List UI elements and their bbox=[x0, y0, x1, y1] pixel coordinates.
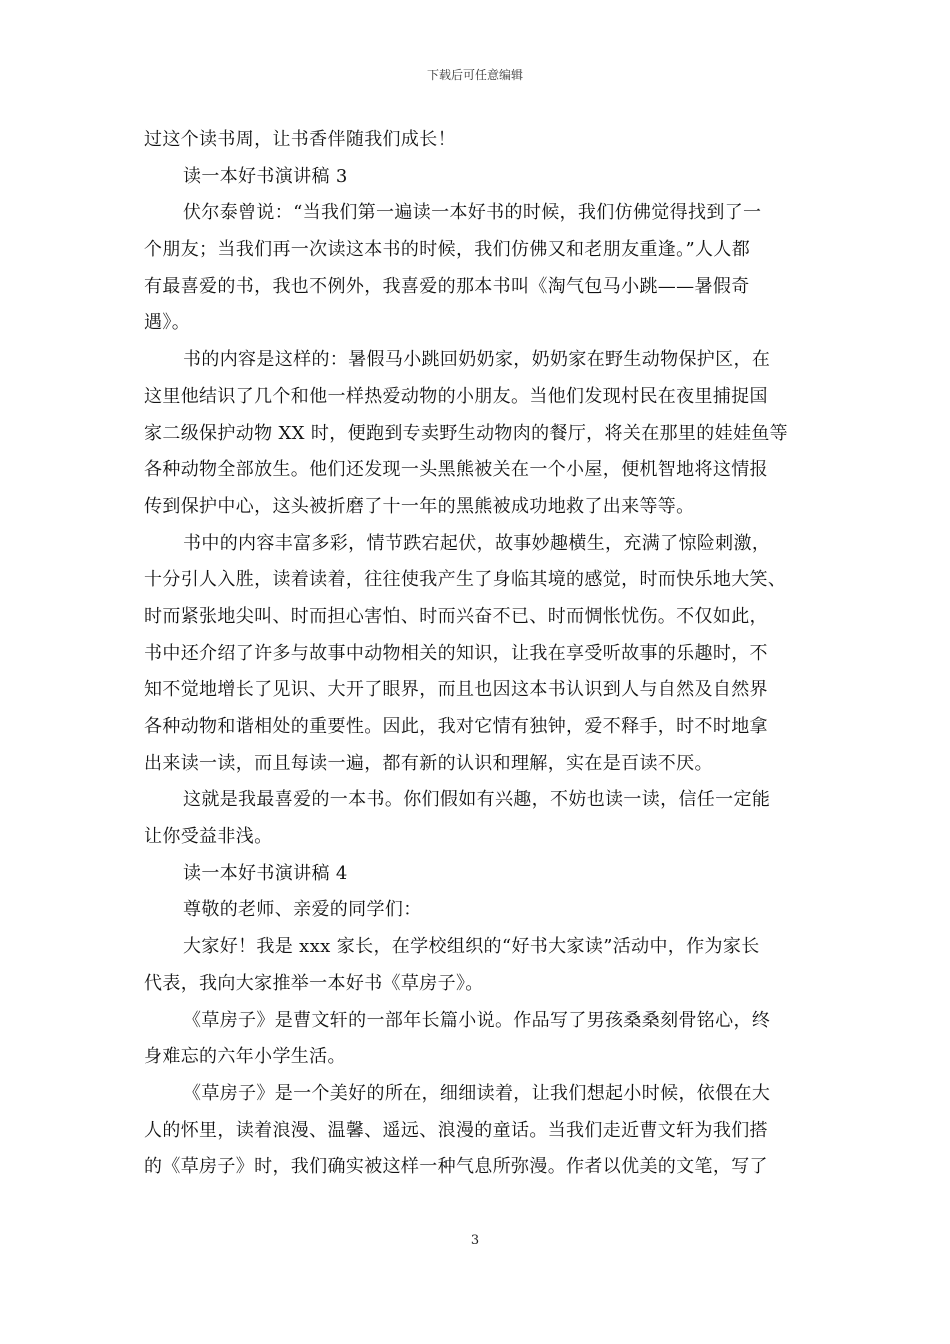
text-line: 《草房子》是曹文轩的一部年长篇小说。作品写了男孩桑桑刻骨铭心，终 bbox=[183, 1009, 771, 1031]
text-line: 人的怀里，读着浪漫、温馨、遥远、浪漫的童话。当我们走近曹文轩为我们搭 bbox=[144, 1119, 768, 1141]
text-line: 书中的内容丰富多彩，情节跌宕起伏，故事妙趣横生，充满了惊险刺激， bbox=[183, 532, 771, 554]
text-line: 时而紧张地尖叫、时而担心害怕、时而兴奋不已、时而惆怅忧伤。不仅如此， bbox=[144, 605, 768, 627]
text-line: 大家好！我是 xxx 家长，在学校组织的“好书大家读”活动中，作为家长 bbox=[183, 936, 760, 958]
text-line: 遇》。 bbox=[144, 312, 191, 334]
text-line: 书中还介绍了许多与故事中动物相关的知识，让我在享受听故事的乐趣时，不 bbox=[144, 642, 768, 664]
page-header: 下载后可任意编辑 bbox=[426, 68, 523, 82]
document-body bbox=[144, 122, 810, 1186]
text-line: 各种动物全部放生。他们还发现一头黑熊被关在一个小屋，便机智地将这情报 bbox=[144, 459, 768, 481]
text-line: 有最喜爱的书，我也不例外，我喜爱的那本书叫《淘气包马小跳——暑假奇 bbox=[144, 275, 750, 297]
text-line: 家二级保护动物 XX 时，便跑到专卖野生动物肉的餐厅，将关在那里的娃娃鱼等 bbox=[144, 422, 789, 444]
text-line: 传到保护中心，这头被折磨了十一年的黑熊被成功地救了出来等等。 bbox=[144, 495, 695, 517]
text-line: 身难忘的六年小学生活。 bbox=[144, 1046, 346, 1068]
page-number: 3 bbox=[470, 1233, 480, 1248]
text-line: 书的内容是这样的：暑假马小跳回奶奶家，奶奶家在野生动物保护区，在 bbox=[183, 349, 771, 371]
text-line: 这就是我最喜爱的一本书。你们假如有兴趣，不妨也读一读，信任一定能 bbox=[183, 789, 771, 811]
text-line: 的《草房子》时，我们确实被这样一种气息所弥漫。作者以优美的文笔，写了 bbox=[144, 1156, 768, 1178]
text-line: 过这个读书周，让书香伴随我们成长！ bbox=[144, 129, 456, 150]
text-line: 让你受益非浅。 bbox=[144, 826, 273, 848]
text-line: 十分引人入胜，读着读着，往往使我产生了身临其境的感觉，时而快乐地大笑、 bbox=[144, 569, 787, 591]
text-line: 读一本好书演讲稿 3 bbox=[183, 165, 348, 187]
text-line: 尊敬的老师、亲爱的同学们： bbox=[183, 899, 422, 921]
text-line: 《草房子》是一个美好的所在，细细读着，让我们想起小时候，依偎在大 bbox=[183, 1082, 771, 1104]
text-line: 出来读一读，而且每读一遍，都有新的认识和理解，实在是百读不厌。 bbox=[144, 752, 713, 774]
text-line: 代表，我向大家推举一本好书《草房子》。 bbox=[144, 972, 484, 994]
text-line: 知不觉地增长了见识、大开了眼界，而且也因这本书认识到人与自然及自然界 bbox=[144, 679, 768, 701]
text-line: 个朋友；当我们再一次读这本书的时候，我们仿佛又和老朋友重逢。”人人都 bbox=[144, 239, 751, 261]
text-line: 各种动物和谐相处的重要性。因此，我对它情有独钟，爱不释手，时不时地拿 bbox=[144, 716, 768, 737]
text-line: 读一本好书演讲稿 4 bbox=[183, 862, 348, 884]
text-line: 伏尔泰曾说：“当我们第一遍读一本好书的时候，我们仿佛觉得找到了一 bbox=[183, 202, 762, 224]
text-line: 这里他结识了几个和他一样热爱动物的小朋友。当他们发现村民在夜里捕捉国 bbox=[144, 385, 768, 407]
